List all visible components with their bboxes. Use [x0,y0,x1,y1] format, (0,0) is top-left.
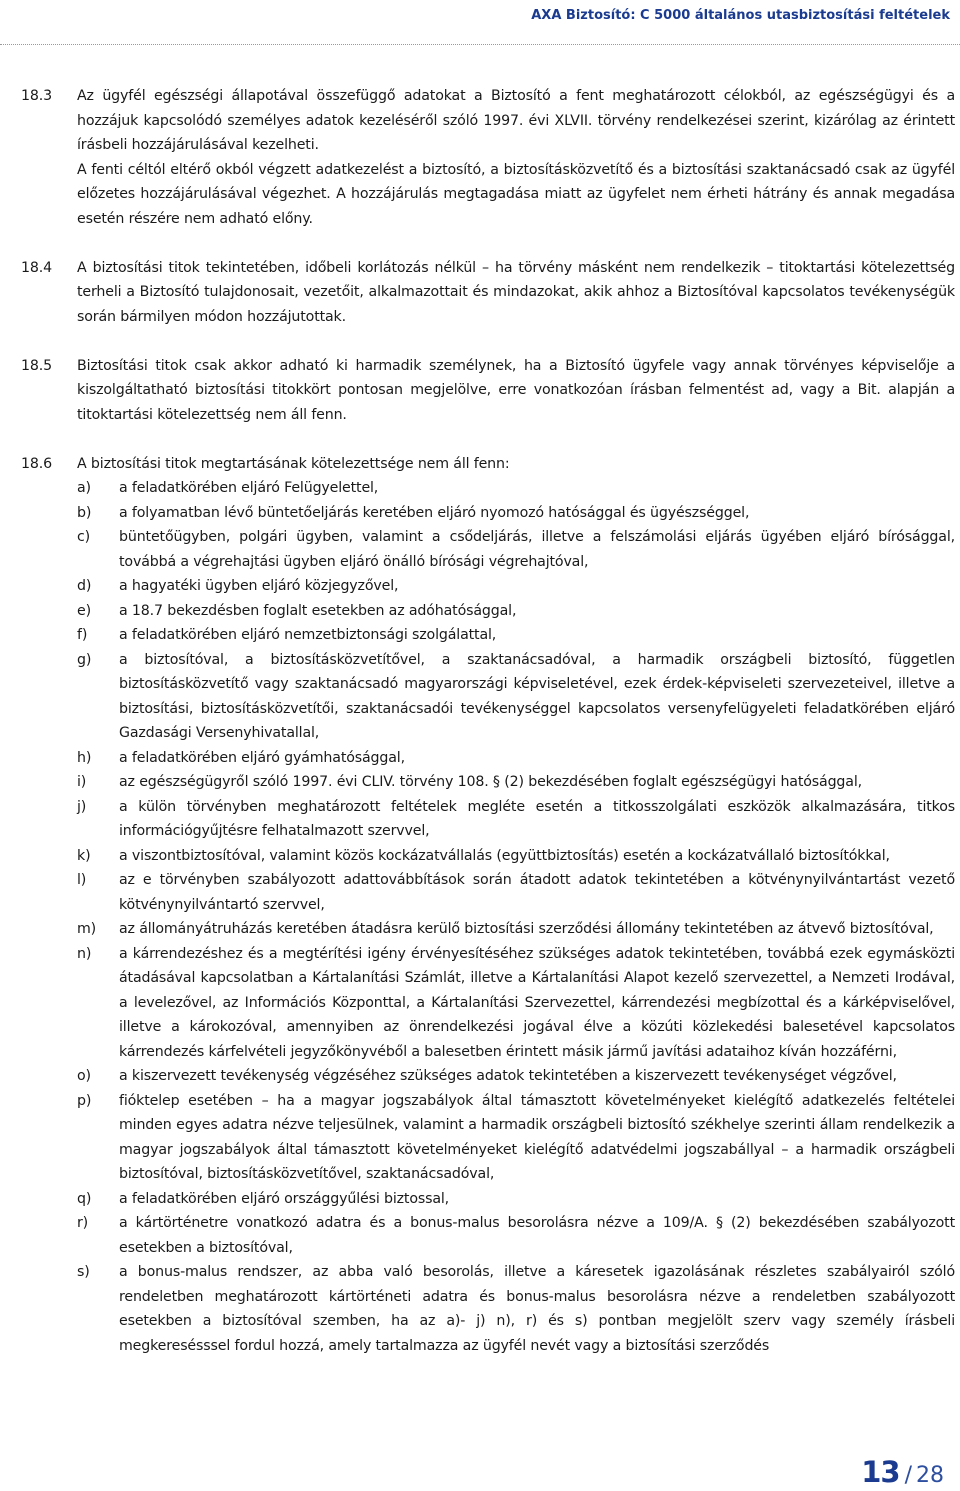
list-item-text: a kiszervezett tevékenység végzéséhez szükséges adatok tekintetében a kiszervezett tevékenységet végzővel, [119,1068,897,1084]
list-item-text: fióktelep esetében – ha a magyar jogszabályok által támasztott követelményeket kielégítő adatkezelés feltételei minden egyes adatra nézve teljesülnek, valamint a harmadik országbeli biztosító székhelye szerinti állam rendelkezik a magyar jogszabályok által támasztott követelményeket kielégítő adatvédelmi jogszabállyal – a harmadik országbeli biztosítóval, biztosításközvetítővel, szaktanácsadóval, [119,1092,955,1182]
section-18-3 [21,84,955,231]
list-item-text: a 18.7 bekezdésben foglalt esetekben az adóhatósággal, [119,602,517,619]
list-item-text: a folyamatban lévő büntetőeljárás keretében eljáró nyomozó hatósággal és ügyészséggel, [119,504,750,521]
section-body [77,452,955,1359]
section-number: 18.5 [21,357,52,374]
page-separator: / [904,1463,912,1488]
list-item-text: a biztosítóval, a biztosításközvetítővel, a szaktanácsadóval, a harmadik országbeli biztosító, független biztosításközvetítő vagy szaktanácsadó magyarországi képviseletével, ezek érdek-képviseleti szervezeteivel, illetve a biztosítási, biztosításközvetítői, szaktanácsadói tevékenységgel kapcsolatos versenyfelügyeleti feladatkörében eljáró Gazdasági Versenyhivatallal, [119,651,955,741]
list-item [77,1211,955,1260]
list-item [77,599,955,624]
paragraph: A biztosítási titok tekintetében, időbeli korlátozás nélkül – ha törvény másként nem rendelkezik – titoktartási kötelezettség terheli a Biztosító tulajdonosait, vezetőit, alkalmazottait és mindazokat, akik ahhoz a Biztosítóval kapcsolatos tevékenységük során bármilyen módon hozzájutottak. [77,259,955,325]
list-item-text: a viszontbiztosítóval, valamint közös kockázatvállalás (együttbiztosítás) esetén a kockázatvállaló biztosítókkal, [119,847,890,864]
list-item-letter: p) [77,1092,92,1109]
document-header: AXA Biztosító: C 5000 általános utasbiztosítási feltételek [531,8,950,23]
total-pages: 28 [916,1463,944,1488]
list-item-letter: m) [77,921,97,937]
section-body [77,84,955,231]
list-item-text: büntetőügyben, polgári ügyben, valamint a csődeljárás, illetve a felszámolási eljárás ügyében eljáró bírósággal, továbbá a végrehajtási ügyben eljáró önálló bírósági végrehajtóval, [119,529,955,570]
list-item-letter: a) [77,480,91,496]
list-item [77,525,955,574]
list-item-letter: c) [77,529,91,545]
header-divider [0,44,960,45]
section-18-4 [21,256,955,330]
list-item-letter: q) [77,1190,92,1207]
page-number [861,1455,944,1489]
list-item [77,501,955,526]
list-item-letter: s) [77,1264,90,1280]
section-18-5 [21,354,955,428]
list-item-letter: d) [77,578,92,594]
list-item-text: a bonus-malus rendszer, az abba való besorolás, illetve a káresetek igazolásának részletes szabályairól szóló rendeletben meghatározott kártörténeti adatra és bonus-malus besorolásra nézve a rendeletben szabályozott esetekben a biztosítóval szemben, ha az a)- j) n), r) és s) pontban megjelölt szerv vagy személy írásbeli megkeresésssel fordul hozzá, amely tartalmazza az ügyfél nevét vagy a biztosítási szerződés [119,1264,955,1354]
list-item-letter: n) [77,945,92,962]
list-item-text: a feladatkörében eljáró Felügyelettel, [119,480,379,496]
list-item-letter: b) [77,504,92,521]
list-item-letter: f) [77,627,88,643]
list-item-text: az egészségügyről szóló 1997. évi CLIV. törvény 108. § (2) bekezdésében foglalt egészségügyi hatósággal, [119,774,862,790]
list-item-text: a kártörténetre vonatkozó adatra és a bonus-malus besorolásra nézve a 109/A. § (2) bekezdésében szabályozott esetekben a biztosítóval, [119,1215,955,1256]
section-number: 18.3 [21,88,52,104]
document-body [21,84,955,1383]
list-item [77,844,955,869]
list-item [77,917,955,942]
list-item-text: az e törvényben szabályozott adattovábbítások során átadott adatok tekintetében a kötvénynyilvántartást vezető kötvénynyilvántartó szervvel, [119,872,955,913]
paragraph: Biztosítási titok csak akkor adható ki harmadik személynek, ha a Biztosító ügyfele vagy annak törvényes képviselője a kiszolgáltatható biztosítási titokkört pontosan megjelölve, erre vonatkozóan írásban felmentést ad, vagy a Bit. alapján a titoktartási kötelezettség nem áll fenn. [77,357,955,423]
list-item-letter: l) [77,872,87,888]
list-item-text: a feladatkörében eljáró nemzetbiztonsági szolgálattal, [119,627,497,643]
section-body [77,354,955,428]
list-item-letter: j) [77,798,87,815]
list-item-letter: g) [77,651,92,668]
list-item-text: a feladatkörében eljáró gyámhatósággal, [119,749,405,766]
list-item [77,770,955,795]
list-item [77,746,955,771]
list-item-text: a külön törvényben meghatározott feltételek megléte esetén a titkosszolgálati eszközök alkalmazására, titkos információgyűjtésre felhatalmazott szervvel, [119,798,955,839]
list-item-text: a kárrendezéshez és a megtérítési igény érvényesítéséhez szükséges adatok tekintetében, továbbá ezek egymásközti átadásával kapcsolatban a Kártalanítási Számlát, illetve a Kártalanítási Alapot kezelő szervezettel, a Nemzeti Irodával, a levelezővel, az Információs Központtal, a Kártalanítási Szervezettel, kárrendezési megbízottal és a kárképviselővel, illetve a károkozóval, amennyiben az önrendelkezési jogával élve a közúti közlekedési balesetével kapcsolatos kárrendezés kárfelvételi jegyzőkönyvéből a balesetben érintett másik jármű javítási adataihoz kíván hozzáférni, [119,945,955,1060]
list-item [77,942,955,1065]
list-item-letter: i) [77,774,87,790]
list-item [77,1260,955,1358]
list-item [77,1187,955,1212]
list-item [77,623,955,648]
section-18-6 [21,452,955,1359]
list-item [77,574,955,599]
exception-list [77,476,955,1358]
list-item-letter: h) [77,749,92,766]
list-item [77,1064,955,1089]
section-body [77,256,955,330]
list-item [77,795,955,844]
list-item-text: a hagyatéki ügyben eljáró közjegyzővel, [119,578,399,594]
list-item-text: az állományátruházás keretében átadásra kerülő biztosítási szerződési állomány tekintetében az átvevő biztosítóval, [119,921,934,937]
list-item [77,1089,955,1187]
section-number: 18.6 [21,455,52,472]
paragraph: A fenti céltól eltérő okból végzett adatkezelést a biztosító, a biztosításközvetítő és a biztosítási szaktanácsadó csak az ügyfél előzetes hozzájárulásával végezhet. A hozzájárulás megtagadása miatt az ügyfelet nem érheti hátrány és annak megadása esetén részére nem adható előny. [77,161,955,227]
list-item-text: a feladatkörében eljáró országgyűlési biztossal, [119,1190,450,1207]
list-item-letter: e) [77,602,91,619]
list-item-letter: r) [77,1215,89,1231]
paragraph: A biztosítási titok megtartásának kötelezettsége nem áll fenn: [77,455,510,472]
list-item-letter: k) [77,847,91,864]
list-item [77,476,955,501]
list-item [77,868,955,917]
list-item-letter: o) [77,1068,91,1084]
paragraph: Az ügyfél egészségi állapotával összefüggő adatokat a Biztosító a fent meghatározott célokból, az egészségügyi és a hozzájuk kapcsolódó személyes adatok kezeléséről szóló 1997. évi XLVII. törvény rendelkezései szerint, kizárólag az érintett írásbeli hozzájárulásával kezelheti. [77,88,955,153]
current-page: 13 [861,1455,900,1489]
list-item [77,648,955,746]
section-number: 18.4 [21,259,52,276]
